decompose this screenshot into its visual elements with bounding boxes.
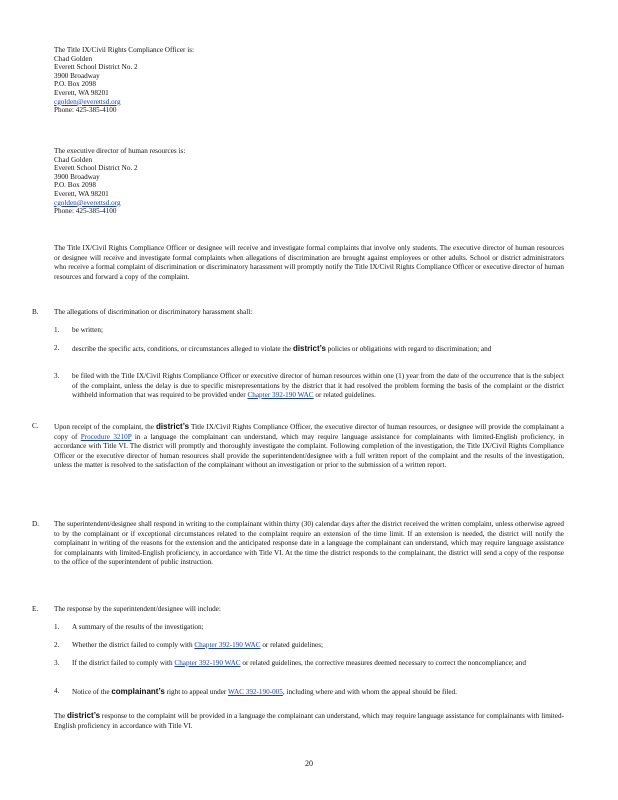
section-e-text: The response by the superintendent/designee will include: (54, 605, 221, 613)
item-text: A summary of the results of the investigation; (72, 623, 204, 631)
hr-org: Everett School District No. 2 (54, 164, 138, 173)
officer-org: Everett School District No. 2 (54, 63, 138, 72)
chapter-wac-link[interactable]: Chapter 392-190 WAC (194, 641, 261, 649)
hr-email-link[interactable]: cgolden@everettsd.org (54, 198, 121, 207)
hr-contact-block (54, 147, 354, 216)
item-number: 3. (54, 659, 60, 667)
intro-paragraph: The Title IX/Civil Rights Compliance Officer or designee will receive and investigate formal complaints that involve only students. The executive director of human resources or designee will receive and investigate formal complaints when allegations of discrimination are brought against employees or other adults. School or district administrators who receive a formal complaint of discrimination or discriminatory harassment will promptly notify the Title IX/Civil Rights Compliance Officer or executive director of human resources and forward a copy of the complaint. (54, 244, 564, 281)
chapter-wac-link[interactable]: Chapter 392-190 WAC (247, 391, 314, 399)
hr-heading: The executive director of human resources is: (54, 147, 186, 155)
wac-005-link[interactable]: WAC 392-190-005 (227, 688, 283, 696)
item-number: 1. (54, 623, 60, 631)
hr-po-box: P.O. Box 2098 (54, 181, 96, 190)
emphasis: complainant’s (111, 687, 165, 696)
section-e-closing: The district’s response to the complaint will be provided in a language the complainant can understand, which may require language assistance for complainants with limited-English proficiency in accordance with Title VI. (54, 711, 564, 730)
section-d-label: D. (32, 520, 39, 528)
officer-street: 3900 Broadway (54, 71, 100, 80)
item-text: Notice of the complainant’s right to appeal under WAC 392-190-005, including where and with whom the appeal should be filed. (72, 687, 457, 696)
emphasis: district’s (67, 711, 101, 720)
item-number: 4. (54, 687, 60, 695)
officer-name: Chad Golden (54, 54, 93, 63)
item-text: describe the specific acts, conditions, or circumstances alleged to violate the district’s policies or obligations with regard to discrimination; and (72, 344, 492, 353)
section-b-text: The allegations of discrimination or discriminatory harassment shall: (54, 308, 253, 316)
hr-name: Chad Golden (54, 155, 93, 164)
section-d-text: The superintendent/designee shall respond in writing to the complainant within thirty (30) calendar days after the district received the written complaint, unless otherwise agreed to by the complainant or if exceptional circumstances related to the complaint require an extension of the time limit. If an extension is needed, the district will notify the complainant in writing of the reasons for the extension and the anticipated response date in a language the complainant can understand, which may require language assistance for complainants with limited-English proficiency, in accordance with Title VI. At the time the district responds to the complainant, the district will send a copy of the response to the office of the superintendent of public instruction. (54, 520, 564, 566)
officer-email-link[interactable]: cgolden@everettsd.org (54, 97, 121, 106)
item-number: 2. (54, 641, 60, 649)
emphasis: district’s (292, 344, 326, 353)
officer-city: Everett, WA 98201 (54, 88, 109, 97)
item-text: If the district failed to comply with Chapter 392-190 WAC or related guidelines, the corrective measures deemed necessary to correct the noncompliance; and (72, 659, 526, 667)
section-b-label: B. (32, 308, 39, 316)
item-number: 2. (54, 344, 60, 352)
section-c-text: Upon receipt of the complaint, the district’s Title IX/Civil Rights Compliance Officer, the executive director of human resources, or designee will provide the complainant a copy of Procedure 3210P in a language the complainant can understand, which may require language assistance for complainants with limited-English proficiency, in accordance with Title VI. The district will promptly and thoroughly investigate the complaint. Following completion of the investigation, the Title IX/Civil Rights Compliance Officer or the executive director of human resources shall provide the superintendent/designee with a full written report of the complaint and the results of the investigation, unless the matter is resolved to the satisfaction of the complainant without an investigation or prior to the submission of a written report. (54, 422, 564, 469)
item-number: 3. (54, 372, 60, 380)
hr-city: Everett, WA 98201 (54, 189, 109, 198)
section-c-label: C. (32, 422, 39, 430)
item-text: be written; (72, 326, 103, 334)
officer-phone: Phone: 425-385-4100 (54, 106, 117, 115)
item-number: 1. (54, 326, 60, 334)
officer-contact-block (54, 46, 354, 115)
hr-phone: Phone: 425-385-4100 (54, 207, 117, 216)
emphasis: district’s (156, 422, 190, 431)
item-text: be filed with the Title IX/Civil Rights Compliance Officer or executive director of human resources within one (1) year from the date of the occurrence that is the subject of the complaint, unless the delay is due to specific misrepresentations by the district that it had resolved the problem forming the basis of the complaint or the district withheld information that was required to be provided under Chapter 392-190 WAC or related guidelines. (72, 372, 564, 399)
section-e-label: E. (32, 605, 39, 613)
hr-street: 3900 Broadway (54, 172, 100, 181)
page-number: 20 (305, 759, 313, 768)
chapter-wac-link[interactable]: Chapter 392-190 WAC (174, 659, 241, 667)
procedure-link[interactable]: Procedure 3210P (80, 432, 132, 441)
officer-heading: The Title IX/Civil Rights Compliance Officer is: (54, 46, 195, 54)
officer-po-box: P.O. Box 2098 (54, 80, 96, 89)
item-text: Whether the district failed to comply with Chapter 392-190 WAC or related guidelines; (72, 641, 323, 649)
